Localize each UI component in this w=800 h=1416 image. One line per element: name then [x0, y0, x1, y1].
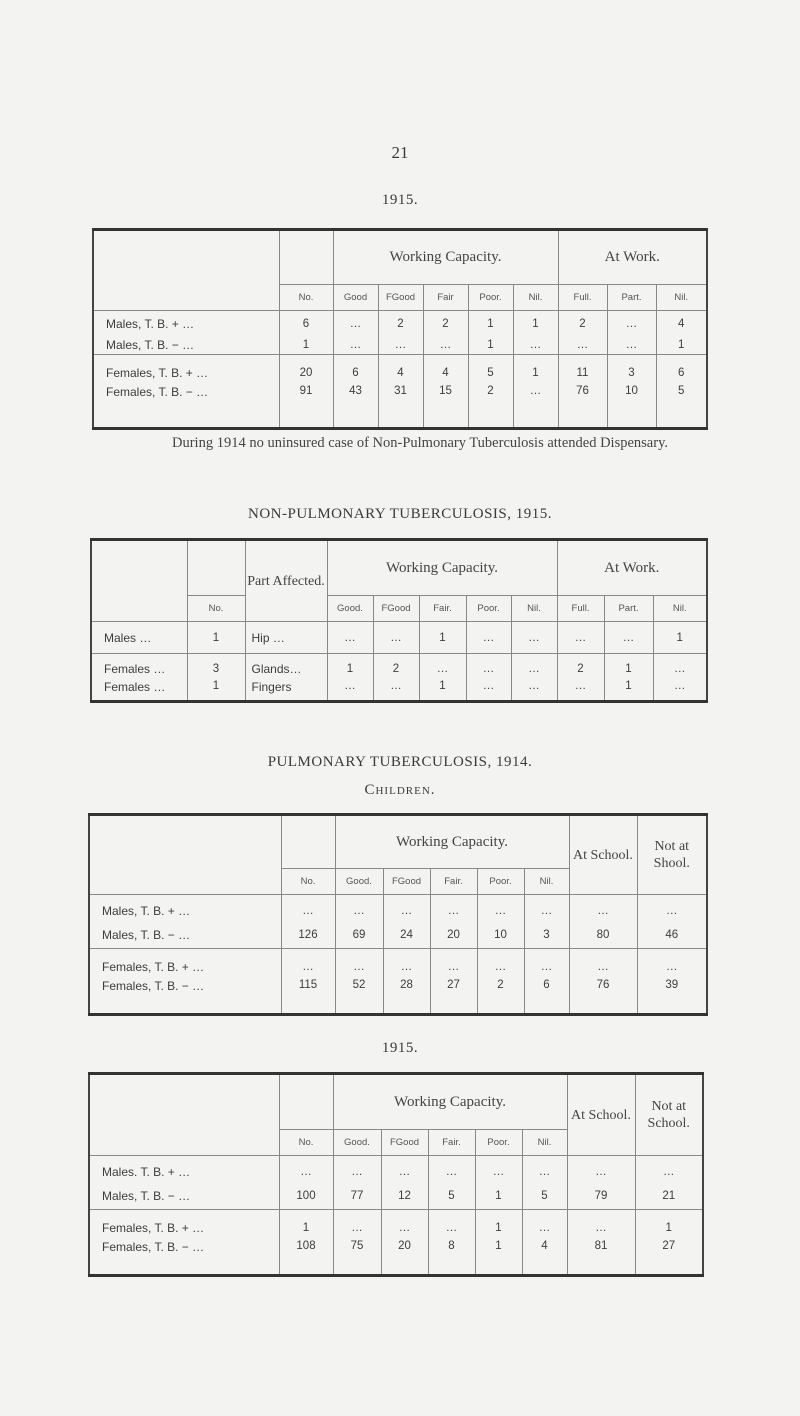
- working-capacity-header: Working Capacity.: [333, 230, 558, 285]
- row-label: Males, T. B. + …: [93, 311, 279, 337]
- cell: 2: [423, 311, 468, 337]
- cell: …: [335, 895, 383, 923]
- cell: …: [381, 1210, 428, 1240]
- cell: 10: [477, 923, 524, 949]
- cell: …: [335, 949, 383, 979]
- cell: …: [430, 895, 477, 923]
- cell: 1: [279, 1210, 333, 1240]
- table2-non-pulmonary-1915: [90, 538, 708, 703]
- col-header: Nil.: [653, 596, 707, 622]
- cell: 75: [333, 1240, 381, 1276]
- working-capacity-header: Working Capacity.: [335, 815, 569, 869]
- table3-pulmonary-children-1914: [88, 813, 708, 1016]
- col-header: Nil.: [513, 285, 558, 311]
- stub-header: [89, 1074, 279, 1130]
- cell: 1: [419, 680, 466, 702]
- at-work-header: At Work.: [558, 230, 707, 285]
- table2-caption: NON-PULMONARY TUBERCULOSIS, 1915.: [247, 506, 553, 522]
- cell: 115: [281, 979, 335, 1015]
- table-row: [89, 1184, 703, 1210]
- cell: …: [381, 1156, 428, 1184]
- cell: …: [477, 895, 524, 923]
- cell: 69: [335, 923, 383, 949]
- cell: …: [475, 1156, 522, 1184]
- cell: 2: [373, 654, 419, 680]
- cell: 1: [604, 654, 653, 680]
- table3-subcaption: Children.: [364, 782, 436, 798]
- cell: …: [419, 654, 466, 680]
- row-label: Females …: [104, 679, 166, 694]
- part-affected-header: Part Affected.: [245, 540, 327, 622]
- cell: 2: [378, 311, 423, 337]
- cell: …: [477, 949, 524, 979]
- cell: 6: [656, 355, 707, 385]
- cell: 108: [279, 1240, 333, 1276]
- cell: …: [373, 622, 419, 654]
- row-label: Males, T. B. − …: [89, 923, 281, 949]
- cell: 12: [381, 1184, 428, 1210]
- cell: 3: [524, 923, 569, 949]
- table-row: [93, 337, 707, 355]
- table-row: [93, 385, 707, 429]
- cell: …: [279, 1156, 333, 1184]
- cell: 3: [187, 654, 245, 680]
- cell: 6: [333, 355, 378, 385]
- cell: 1: [468, 337, 513, 355]
- cell: …: [511, 622, 557, 654]
- table-row: [89, 895, 707, 923]
- cell: …: [430, 949, 477, 979]
- cell: …: [466, 654, 511, 680]
- cell: 21: [635, 1184, 703, 1210]
- cell: 20: [430, 923, 477, 949]
- col-header: Good.: [333, 1130, 381, 1156]
- cell: 1: [475, 1240, 522, 1276]
- cell: 80: [569, 923, 637, 949]
- cell: …: [637, 895, 707, 923]
- row-label: Females, T. B. + …: [102, 959, 205, 974]
- table4-pulmonary-children-1915: [88, 1072, 704, 1277]
- cell: Hip …: [245, 622, 327, 654]
- table-row: [93, 311, 707, 337]
- table-row: [91, 680, 707, 702]
- cell: 6: [524, 979, 569, 1015]
- row-label: Females, T. B. − …: [102, 978, 205, 993]
- cell: 20: [279, 355, 333, 385]
- table-row: [89, 949, 707, 979]
- row-label: Females, T. B. − …: [102, 1239, 205, 1254]
- cell: …: [281, 895, 335, 923]
- cell: 1: [635, 1210, 703, 1240]
- cell: 126: [281, 923, 335, 949]
- at-work-header: At Work.: [557, 540, 707, 596]
- cell: …: [281, 949, 335, 979]
- cell: …: [558, 337, 607, 355]
- cell: …: [428, 1210, 475, 1240]
- col-header: No.: [279, 1130, 333, 1156]
- cell: 2: [557, 654, 604, 680]
- table1-working-capacity-1915: [92, 228, 708, 430]
- cell: …: [428, 1156, 475, 1184]
- cell: …: [524, 895, 569, 923]
- cell: 1: [468, 311, 513, 337]
- stub-header: [89, 815, 281, 869]
- cell: 28: [383, 979, 430, 1015]
- cell: …: [466, 622, 511, 654]
- cell: …: [557, 680, 604, 702]
- page-number: 21: [391, 143, 409, 162]
- cell: 5: [428, 1184, 475, 1210]
- cell: 1: [653, 622, 707, 654]
- cell: 76: [558, 385, 607, 429]
- cell: …: [333, 311, 378, 337]
- cell: …: [607, 311, 656, 337]
- row-label: Males, T. B. − …: [93, 337, 279, 355]
- cell: 27: [635, 1240, 703, 1276]
- table-row: [91, 622, 707, 654]
- cell: 76: [569, 979, 637, 1015]
- table-row: [89, 1240, 703, 1276]
- cell: 11: [558, 355, 607, 385]
- cell: 91: [279, 385, 333, 429]
- table4-caption: 1915.: [381, 1040, 419, 1056]
- cell: …: [569, 895, 637, 923]
- cell: 77: [333, 1184, 381, 1210]
- cell: …: [653, 680, 707, 702]
- col-header: No.: [279, 285, 333, 311]
- cell: …: [333, 1156, 381, 1184]
- cell: Glands…: [245, 654, 327, 680]
- col-header: Good.: [335, 869, 383, 895]
- col-header: No.: [281, 869, 335, 895]
- cell: 24: [383, 923, 430, 949]
- col-header: FGood: [381, 1130, 428, 1156]
- table3-caption: PULMONARY TUBERCULOSIS, 1914.: [267, 754, 533, 770]
- cell: 1: [656, 337, 707, 355]
- working-capacity-header: Working Capacity.: [327, 540, 557, 596]
- cell: 5: [468, 355, 513, 385]
- col-header: FGood: [383, 869, 430, 895]
- col-header: Poor.: [475, 1130, 522, 1156]
- cell: 10: [607, 385, 656, 429]
- table-row: [89, 1156, 703, 1184]
- col-header: Part.: [604, 596, 653, 622]
- col-header: Fair.: [419, 596, 466, 622]
- cell: 1: [475, 1210, 522, 1240]
- cell: …: [635, 1156, 703, 1184]
- col-header: FGood: [373, 596, 419, 622]
- col-header: Full.: [557, 596, 604, 622]
- cell: …: [333, 1210, 381, 1240]
- col-header: Nil.: [511, 596, 557, 622]
- table-row: [89, 923, 707, 949]
- note-1914: During 1914 no uninsured case of Non-Pulmonary Tuberculosis attended Dispensary.: [171, 435, 669, 451]
- cell: …: [466, 680, 511, 702]
- cell: …: [607, 337, 656, 355]
- cell: 2: [468, 385, 513, 429]
- cell: 52: [335, 979, 383, 1015]
- at-school-header: At School.: [569, 815, 637, 895]
- cell: …: [604, 622, 653, 654]
- cell: 15: [423, 385, 468, 429]
- cell: …: [567, 1210, 635, 1240]
- col-header: Part.: [607, 285, 656, 311]
- table1-caption: 1915.: [381, 192, 419, 208]
- row-label: Males …: [91, 622, 187, 654]
- cell: 2: [477, 979, 524, 1015]
- cell: …: [653, 654, 707, 680]
- cell: 3: [607, 355, 656, 385]
- cell: 31: [378, 385, 423, 429]
- row-label: Females, T. B. − …: [106, 384, 209, 399]
- cell: 43: [333, 385, 378, 429]
- cell: 1: [475, 1184, 522, 1210]
- cell: 8: [428, 1240, 475, 1276]
- cell: …: [378, 337, 423, 355]
- cell: 79: [567, 1184, 635, 1210]
- row-label: Females, T. B. + …: [106, 365, 209, 380]
- cell: Fingers: [245, 680, 327, 702]
- col-header: Poor.: [477, 869, 524, 895]
- table-row: [91, 654, 707, 680]
- cell: 100: [279, 1184, 333, 1210]
- working-capacity-header: Working Capacity.: [333, 1074, 567, 1130]
- cell: 4: [522, 1240, 567, 1276]
- row-label: Males. T. B. + …: [89, 1156, 279, 1184]
- cell: 1: [187, 680, 245, 702]
- cell: …: [513, 385, 558, 429]
- col-header: Poor.: [466, 596, 511, 622]
- row-label: Females, T. B. + …: [102, 1220, 205, 1235]
- cell: …: [511, 654, 557, 680]
- cell: 6: [279, 311, 333, 337]
- cell: 20: [381, 1240, 428, 1276]
- col-header: No.: [187, 596, 245, 622]
- row-label: Males, T. B. + …: [89, 895, 281, 923]
- cell: …: [511, 680, 557, 702]
- col-header: Nil.: [524, 869, 569, 895]
- col-header: Good: [333, 285, 378, 311]
- cell: 1: [419, 622, 466, 654]
- table-row: [93, 355, 707, 385]
- not-at-school-header: Not at School.: [635, 1074, 703, 1156]
- cell: …: [522, 1210, 567, 1240]
- cell: …: [327, 680, 373, 702]
- col-header: Poor.: [468, 285, 513, 311]
- cell: …: [522, 1156, 567, 1184]
- cell: …: [383, 949, 430, 979]
- col-header: Full.: [558, 285, 607, 311]
- row-label: Females …: [104, 661, 166, 676]
- cell: 5: [522, 1184, 567, 1210]
- cell: 39: [637, 979, 707, 1015]
- table-row: [89, 979, 707, 1015]
- cell: …: [423, 337, 468, 355]
- stub-header: [91, 540, 187, 596]
- cell: 1: [327, 654, 373, 680]
- cell: …: [513, 337, 558, 355]
- cell: 1: [604, 680, 653, 702]
- cell: 4: [378, 355, 423, 385]
- cell: …: [567, 1156, 635, 1184]
- col-header: Nil.: [522, 1130, 567, 1156]
- col-header: Nil.: [656, 285, 707, 311]
- cell: 1: [279, 337, 333, 355]
- cell: 27: [430, 979, 477, 1015]
- cell: 46: [637, 923, 707, 949]
- cell: …: [327, 622, 373, 654]
- cell: 4: [656, 311, 707, 337]
- stub-header: [93, 230, 279, 285]
- cell: …: [569, 949, 637, 979]
- cell: 2: [558, 311, 607, 337]
- col-header: Fair.: [430, 869, 477, 895]
- col-header: Fair: [423, 285, 468, 311]
- cell: …: [383, 895, 430, 923]
- cell: 1: [187, 622, 245, 654]
- cell: …: [524, 949, 569, 979]
- cell: 4: [423, 355, 468, 385]
- cell: …: [373, 680, 419, 702]
- cell: 5: [656, 385, 707, 429]
- cell: …: [637, 949, 707, 979]
- col-header: Fair.: [428, 1130, 475, 1156]
- cell: …: [557, 622, 604, 654]
- not-at-school-header: Not at Shool.: [637, 815, 707, 895]
- table-row: [89, 1210, 703, 1240]
- cell: …: [333, 337, 378, 355]
- cell: 1: [513, 355, 558, 385]
- cell: 1: [513, 311, 558, 337]
- at-school-header: At School.: [567, 1074, 635, 1156]
- col-header: FGood: [378, 285, 423, 311]
- row-label: Males, T. B. − …: [89, 1184, 279, 1210]
- col-header: Good.: [327, 596, 373, 622]
- cell: 81: [567, 1240, 635, 1276]
